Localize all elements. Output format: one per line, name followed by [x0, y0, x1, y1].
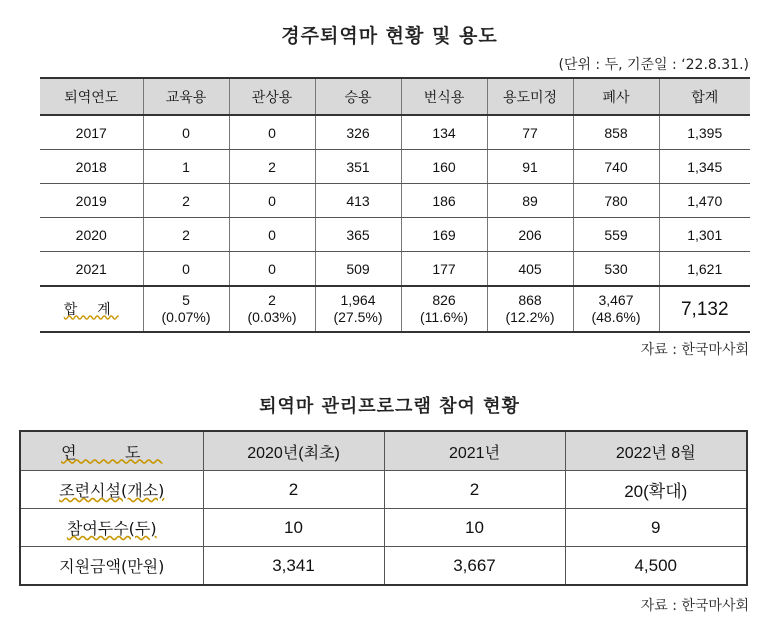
total-cell: 3,467 (48.6%) [573, 286, 659, 332]
column-header: 2021년 [384, 431, 565, 471]
table-cell: 858 [573, 115, 659, 150]
table-cell: 0 [229, 115, 315, 150]
column-header: 용도미정 [487, 78, 573, 115]
total-label: 합 계 [40, 286, 143, 332]
table-cell: 206 [487, 218, 573, 252]
table-cell: 0 [229, 252, 315, 287]
row-label: 조련시설(개소) [20, 471, 203, 509]
total-cell: 5 (0.07%) [143, 286, 229, 332]
row-label: 참여두수(두) [20, 509, 203, 547]
table-cell: 3,667 [384, 547, 565, 586]
table1-source: 자료 : 한국마사회 [640, 342, 749, 358]
grand-total: 7,132 [659, 286, 750, 332]
column-header: 연 도 [20, 431, 203, 471]
column-header: 폐사 [573, 78, 659, 115]
table-cell: 0 [229, 184, 315, 218]
table-cell: 1,395 [659, 115, 750, 150]
total-cell: 1,964 (27.5%) [315, 286, 401, 332]
table-cell: 89 [487, 184, 573, 218]
table-cell: 365 [315, 218, 401, 252]
total-row [40, 286, 750, 332]
table-header-row [20, 431, 747, 471]
table-cell: 1,301 [659, 218, 750, 252]
table-cell: 2 [229, 150, 315, 184]
table-cell: 405 [487, 252, 573, 287]
table-cell: 530 [573, 252, 659, 287]
table-cell: 0 [143, 252, 229, 287]
table-cell: 2020 [40, 218, 143, 252]
table-cell: 2017 [40, 115, 143, 150]
table-cell: 1,345 [659, 150, 750, 184]
table-cell: 740 [573, 150, 659, 184]
table1-title: 경주퇴역마 현황 및 용도 [281, 25, 498, 47]
table-row [20, 471, 747, 509]
table-row [20, 547, 747, 586]
table2-source: 자료 : 한국마사회 [640, 598, 749, 614]
table-cell: 0 [143, 115, 229, 150]
table-cell: 186 [401, 184, 487, 218]
column-header: 퇴역연도 [40, 78, 143, 115]
table-row [40, 150, 750, 184]
table-cell: 351 [315, 150, 401, 184]
column-header: 2022년 8월 [565, 431, 747, 471]
column-header: 번식용 [401, 78, 487, 115]
total-cell: 2 (0.03%) [229, 286, 315, 332]
table-cell: 2018 [40, 150, 143, 184]
column-header: 관상용 [229, 78, 315, 115]
table-cell: 413 [315, 184, 401, 218]
table-cell: 0 [229, 218, 315, 252]
table-cell: 1,621 [659, 252, 750, 287]
table-cell: 326 [315, 115, 401, 150]
total-cell: 826 (11.6%) [401, 286, 487, 332]
table-cell: 169 [401, 218, 487, 252]
table-cell: 20(확대) [565, 471, 747, 509]
table-cell: 2 [143, 218, 229, 252]
table-cell: 3,341 [203, 547, 384, 586]
table-cell: 2 [143, 184, 229, 218]
row-label: 지원금액(만원) [20, 547, 203, 586]
table-header-row [40, 78, 750, 115]
table-cell: 1,470 [659, 184, 750, 218]
table-row [40, 218, 750, 252]
retired-horse-status-table [40, 77, 750, 333]
table-cell: 9 [565, 509, 747, 547]
column-header: 교육용 [143, 78, 229, 115]
table-cell: 2 [203, 471, 384, 509]
table-cell: 1 [143, 150, 229, 184]
table-cell: 160 [401, 150, 487, 184]
table-cell: 509 [315, 252, 401, 287]
table-cell: 77 [487, 115, 573, 150]
table-cell: 559 [573, 218, 659, 252]
column-header: 합계 [659, 78, 750, 115]
table-row [20, 509, 747, 547]
table-cell: 2 [384, 471, 565, 509]
table-cell: 2019 [40, 184, 143, 218]
column-header: 승용 [315, 78, 401, 115]
table-row [40, 115, 750, 150]
total-cell: 868 (12.2%) [487, 286, 573, 332]
table-cell: 91 [487, 150, 573, 184]
table-cell: 10 [203, 509, 384, 547]
table-cell: 4,500 [565, 547, 747, 586]
table-cell: 134 [401, 115, 487, 150]
table2-title: 퇴역마 관리프로그램 참여 현황 [259, 396, 520, 417]
unit-note: (단위 : 두, 기준일 : ‘22.8.31.) [558, 57, 749, 73]
table-cell: 177 [401, 252, 487, 287]
table-cell: 2021 [40, 252, 143, 287]
management-program-table [19, 430, 748, 586]
table-row [40, 184, 750, 218]
table-cell: 780 [573, 184, 659, 218]
column-header: 2020년(최초) [203, 431, 384, 471]
table-cell: 10 [384, 509, 565, 547]
table-row [40, 252, 750, 287]
